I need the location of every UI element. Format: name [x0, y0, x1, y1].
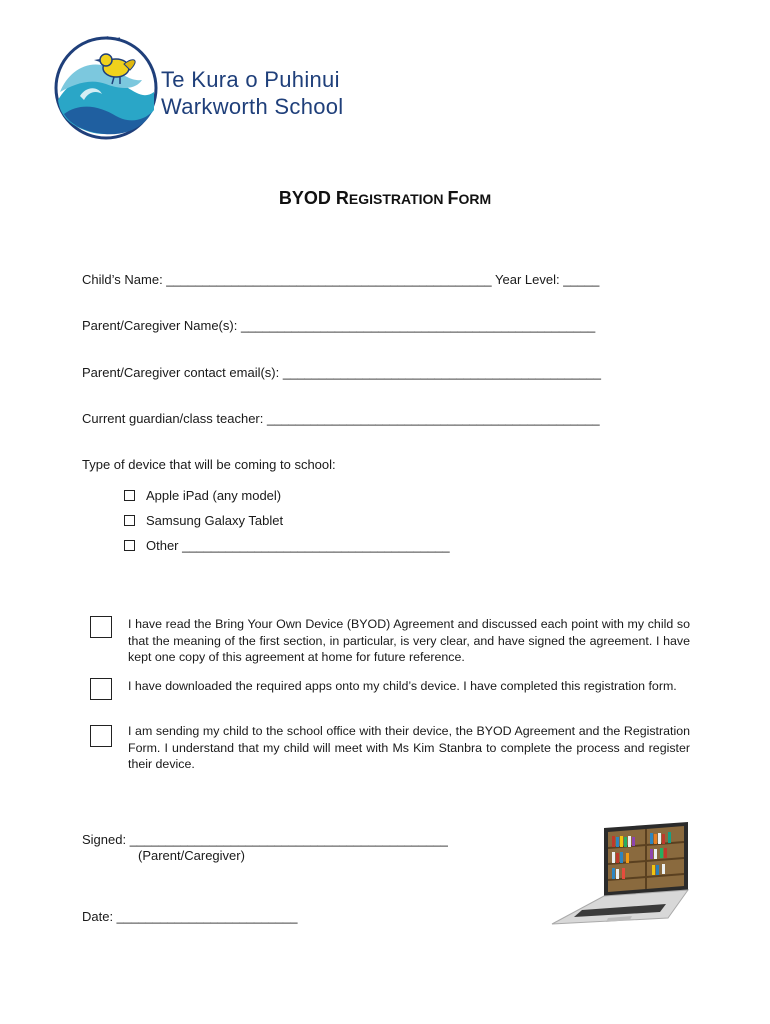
- agreement-statement-1: I have read the Bring Your Own Device (BYOD) Agreement and discussed each point with my child so that the meaning of the first section, in particular, is very clear, and have signed the agreement. I have kept one copy of this agreement at home for future reference.: [128, 617, 690, 664]
- page-title: [0, 188, 770, 209]
- childs-name-field[interactable]: Child’s Name: _____________________________________________ Year Level: _____: [82, 272, 600, 287]
- title-part-r: R: [335, 188, 349, 208]
- device-option-other[interactable]: [124, 538, 450, 553]
- checkbox-samsung[interactable]: [124, 515, 135, 526]
- agreement-statement-2: I have downloaded the required apps onto my child’s device. I have completed this registration form.: [128, 679, 677, 693]
- agreement-statement-3: I am sending my child to the school office with their device, the BYOD Agreement and the Registration Form. I understand that my child will meet with Ms Kim Stanbra to complete the process and register their device.: [128, 724, 690, 771]
- parent-name-field[interactable]: Parent/Caregiver Name(s): _________________________________________________: [82, 318, 596, 333]
- checkbox-other[interactable]: [124, 540, 135, 551]
- title-part-egistration: EGISTRATION: [348, 191, 448, 207]
- checkbox-ipad[interactable]: [124, 490, 135, 501]
- contact-email-field[interactable]: Parent/Caregiver contact email(s): ____________________________________________: [82, 365, 601, 380]
- date-field[interactable]: Date: _________________________: [82, 909, 298, 924]
- school-name: [161, 66, 344, 120]
- title-part-orm: ORM: [458, 191, 492, 207]
- signature-field[interactable]: Signed: ____________________________________________: [82, 832, 448, 847]
- school-name-line-1: Te Kura o Puhinui: [161, 67, 340, 92]
- device-option-label: Samsung Galaxy Tablet: [146, 513, 284, 528]
- laptop-bookshelf-image: [548, 818, 694, 926]
- agreement-checkbox-3[interactable]: [90, 725, 112, 747]
- device-option-label: Apple iPad (any model): [146, 488, 282, 503]
- school-name-line-2: Warkworth School: [161, 94, 344, 119]
- device-option-label: Other _____________________________________: [146, 538, 450, 553]
- agreement-checkbox-1[interactable]: [90, 616, 112, 638]
- device-option-samsung[interactable]: [124, 513, 283, 528]
- device-option-ipad[interactable]: [124, 488, 281, 503]
- title-part-f: F: [447, 188, 459, 208]
- agreement-checkbox-2[interactable]: [90, 678, 112, 700]
- signature-caption: (Parent/Caregiver): [138, 848, 245, 863]
- teacher-field[interactable]: Current guardian/class teacher: ______________________________________________: [82, 411, 600, 426]
- device-prompt: Type of device that will be coming to school:: [82, 457, 336, 472]
- title-part-byod: BYOD: [278, 188, 336, 208]
